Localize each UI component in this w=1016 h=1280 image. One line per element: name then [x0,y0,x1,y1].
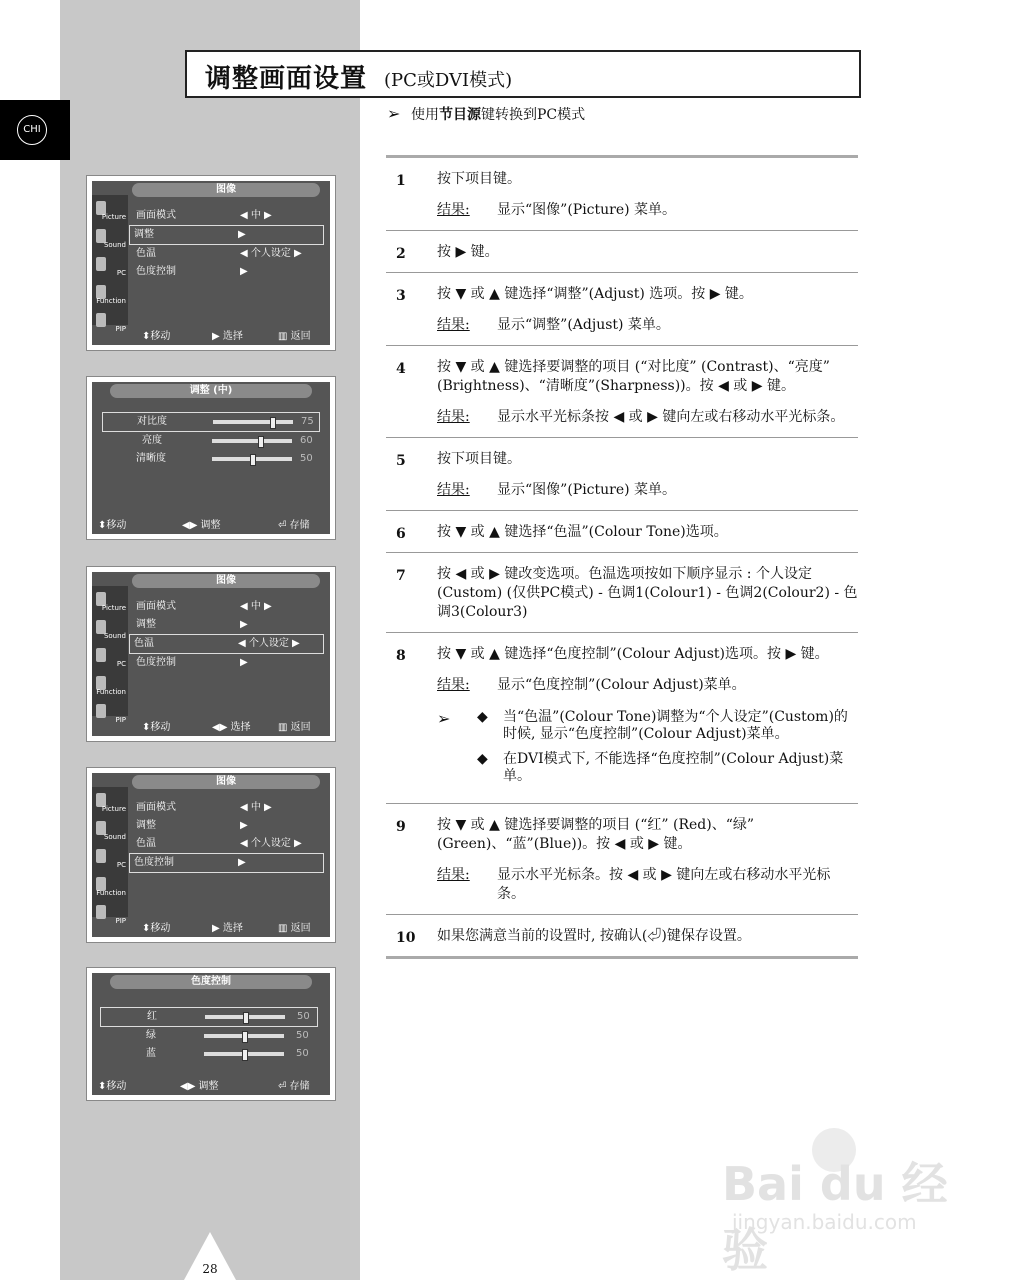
step-text: 按 ▼ 或 ▲ 键选择“调整”(Adjust) 选项。按 ▶ 键。 [437,286,753,302]
osd-sidebar [92,787,128,925]
menu-row: 调整 ▶ [136,619,248,630]
screen-colour-adjust [86,967,336,1101]
note-item [477,751,858,785]
pc-icon: PC [94,847,126,871]
step-number: 8 [396,648,406,664]
screen-title: 色度控制 [110,975,312,989]
osd-sidebar [92,195,128,333]
step-number: 9 [396,819,406,835]
steps-list [386,155,858,959]
step-number: 5 [396,453,406,469]
diamond-icon: ◆ [477,751,488,767]
screen-title: 调整 (中) [110,384,312,398]
intro-pre: 使用 [411,107,439,123]
step-text: 按 ▼ 或 ▲ 键选择“色度控制”(Colour Adjust)选项。按 ▶ 键。 [437,646,829,662]
step-result: 显示“色度控制”(Colour Adjust)菜单。 [497,677,746,693]
language-tab-label: CHI [17,115,47,145]
menu-row: 色温 ◀ 个人设定 ▶ [136,838,302,849]
step-text: 按 ▶ 键。 [437,244,499,260]
step-3 [386,273,858,346]
picture-icon: Picture [94,791,126,815]
sound-icon: Sound [94,819,126,843]
slider-row-selected: 对比度 75 [102,412,320,432]
step-text: 按下项目键。 [437,171,521,187]
watermark-brand: Bai du 经验 [722,1157,948,1277]
intro-post: 键转换到PC模式 [481,107,586,123]
step-number: 3 [396,288,406,304]
step-number: 1 [396,173,406,189]
step-text: 按 ▼ 或 ▲ 键选择要调整的项目 (“红” (Red)、“绿” (Green)、“蓝”(Blue))。按 ◀ 或 ▶ 键。 [437,817,755,852]
result-label: 结果: [437,202,470,218]
pip-icon: PIP [94,702,126,726]
slider-row: 亮度 60 [142,435,313,446]
result-label: 结果: [437,409,470,425]
osd-menu [132,598,324,672]
menu-row: 色度控制 ▶ [136,657,248,668]
step-7 [386,553,858,633]
intro-note [387,104,585,124]
pc-icon: PC [94,646,126,670]
diamond-icon: ◆ [477,709,488,725]
function-icon: Function [94,674,126,698]
function-icon: Function [94,875,126,899]
slider-row-selected: 红 50 [100,1007,318,1027]
step-9 [386,804,858,915]
osd-footer: ⬍移动 ▶ 选择 ▥ 返回 [142,331,311,342]
result-label: 结果: [437,677,470,693]
screen-adjust [86,376,336,540]
menu-row-selected: 色温 ◀ 个人设定 ▶ [129,634,324,654]
menu-row-selected: 调整 ▶ [129,225,324,245]
step-text: 按 ▼ 或 ▲ 键选择要调整的项目 (“对比度” (Contrast)、“亮度” (Brightness)、“清晰度”(Sharpness))。按 ◀ 或 ▶ 键。 [437,359,830,394]
step-text: 按 ▼ 或 ▲ 键选择“色温”(Colour Tone)选项。 [437,524,728,540]
page-title-box [185,50,861,98]
menu-row: 调整 ▶ [136,820,248,831]
slider-row: 蓝 50 [146,1048,309,1059]
slider-row: 绿 50 [146,1030,309,1041]
step-result: 显示“图像”(Picture) 菜单。 [497,202,677,218]
menu-row: 色温 ◀ 个人设定 ▶ [136,248,302,259]
menu-row-selected: 色度控制 ▶ [129,853,324,873]
screen-title: 图像 [132,183,320,197]
step-text: 如果您满意当前的设置时, 按确认(⏎)键保存设置。 [437,928,751,944]
step-result: 显示水平光标条。按 ◀ 或 ▶ 键向左或右移动水平光标条。 [497,867,831,902]
note-item [477,709,858,743]
step-result: 显示“调整”(Adjust) 菜单。 [497,317,670,333]
step-result: 显示水平光标条按 ◀ 或 ▶ 键向左或右移动水平光标条。 [497,409,845,425]
page-number-tab [184,1232,236,1280]
step-text: 按下项目键。 [437,451,521,467]
step-number: 2 [396,246,406,262]
step-4 [386,346,858,438]
osd-sidebar [92,586,128,724]
step-note [437,709,858,793]
step-1 [386,158,858,231]
pip-icon: PIP [94,903,126,927]
step-number: 7 [396,568,406,584]
note-text: 在DVI模式下, 不能选择“色度控制”(Colour Adjust)菜单。 [503,751,844,784]
page-subtitle: (PC或DVI模式) [384,70,513,91]
watermark-url: jingyan.baidu.com [732,1210,917,1234]
step-number: 4 [396,361,406,377]
step-2 [386,231,858,273]
slider-row: 清晰度 50 [136,453,313,464]
sound-icon: Sound [94,227,126,251]
screen-picture-colouradjust [86,767,336,943]
result-label: 结果: [437,317,470,333]
step-number: 6 [396,526,406,542]
step-5 [386,438,858,511]
language-tab [0,100,70,160]
screen-title: 图像 [132,574,320,588]
step-number: 10 [396,930,416,946]
screen-title: 图像 [132,775,320,789]
osd-footer: ⬍移动 ▶ 选择 ▥ 返回 [142,923,311,934]
picture-icon: Picture [94,590,126,614]
step-text: 按 ◀ 或 ▶ 键改变选项。色温选项按如下顺序显示 : 个人设定(Custom) (仅供PC模式) - 色调1(Colour1) - 色调2(Colour2) - 色调3(Colour3) [437,566,858,620]
picture-icon: Picture [94,199,126,223]
pip-icon: PIP [94,311,126,335]
osd-footer: ⬍移动 ◀▶ 调整 ⏎ 存储 [98,1081,310,1092]
step-result: 显示“图像”(Picture) 菜单。 [497,482,677,498]
osd-footer: ⬍移动 ◀▶ 选择 ▥ 返回 [142,722,311,733]
step-8 [386,633,858,804]
screen-picture-colourtone [86,566,336,742]
menu-row: 画面模式 ◀ 中 ▶ [136,210,272,221]
page-number: 28 [202,1262,218,1276]
result-label: 结果: [437,482,470,498]
step-6 [386,511,858,553]
osd-footer: ⬍移动 ◀▶ 调整 ⏎ 存储 [98,520,310,531]
osd-menu [132,207,324,281]
result-label: 结果: [437,867,470,883]
note-text: 当“色温”(Colour Tone)调整为“个人设定”(Custom)的时候, 显示“色度控制”(Colour Adjust)菜单。 [503,709,848,742]
pc-icon: PC [94,255,126,279]
sound-icon: Sound [94,618,126,642]
function-icon: Function [94,283,126,307]
note-arrow-icon: ➢ [387,104,401,123]
screen-picture-adjust [86,175,336,351]
menu-row: 画面模式 ◀ 中 ▶ [136,802,272,813]
intro-key: 节目源 [439,107,481,123]
note-arrow-icon: ➢ [437,709,451,728]
step-10 [386,915,858,959]
watermark [722,1128,962,1277]
osd-menu [132,799,324,873]
menu-row: 画面模式 ◀ 中 ▶ [136,601,272,612]
page-title: 调整画面设置 [205,64,368,94]
menu-row: 色度控制 ▶ [136,266,248,277]
